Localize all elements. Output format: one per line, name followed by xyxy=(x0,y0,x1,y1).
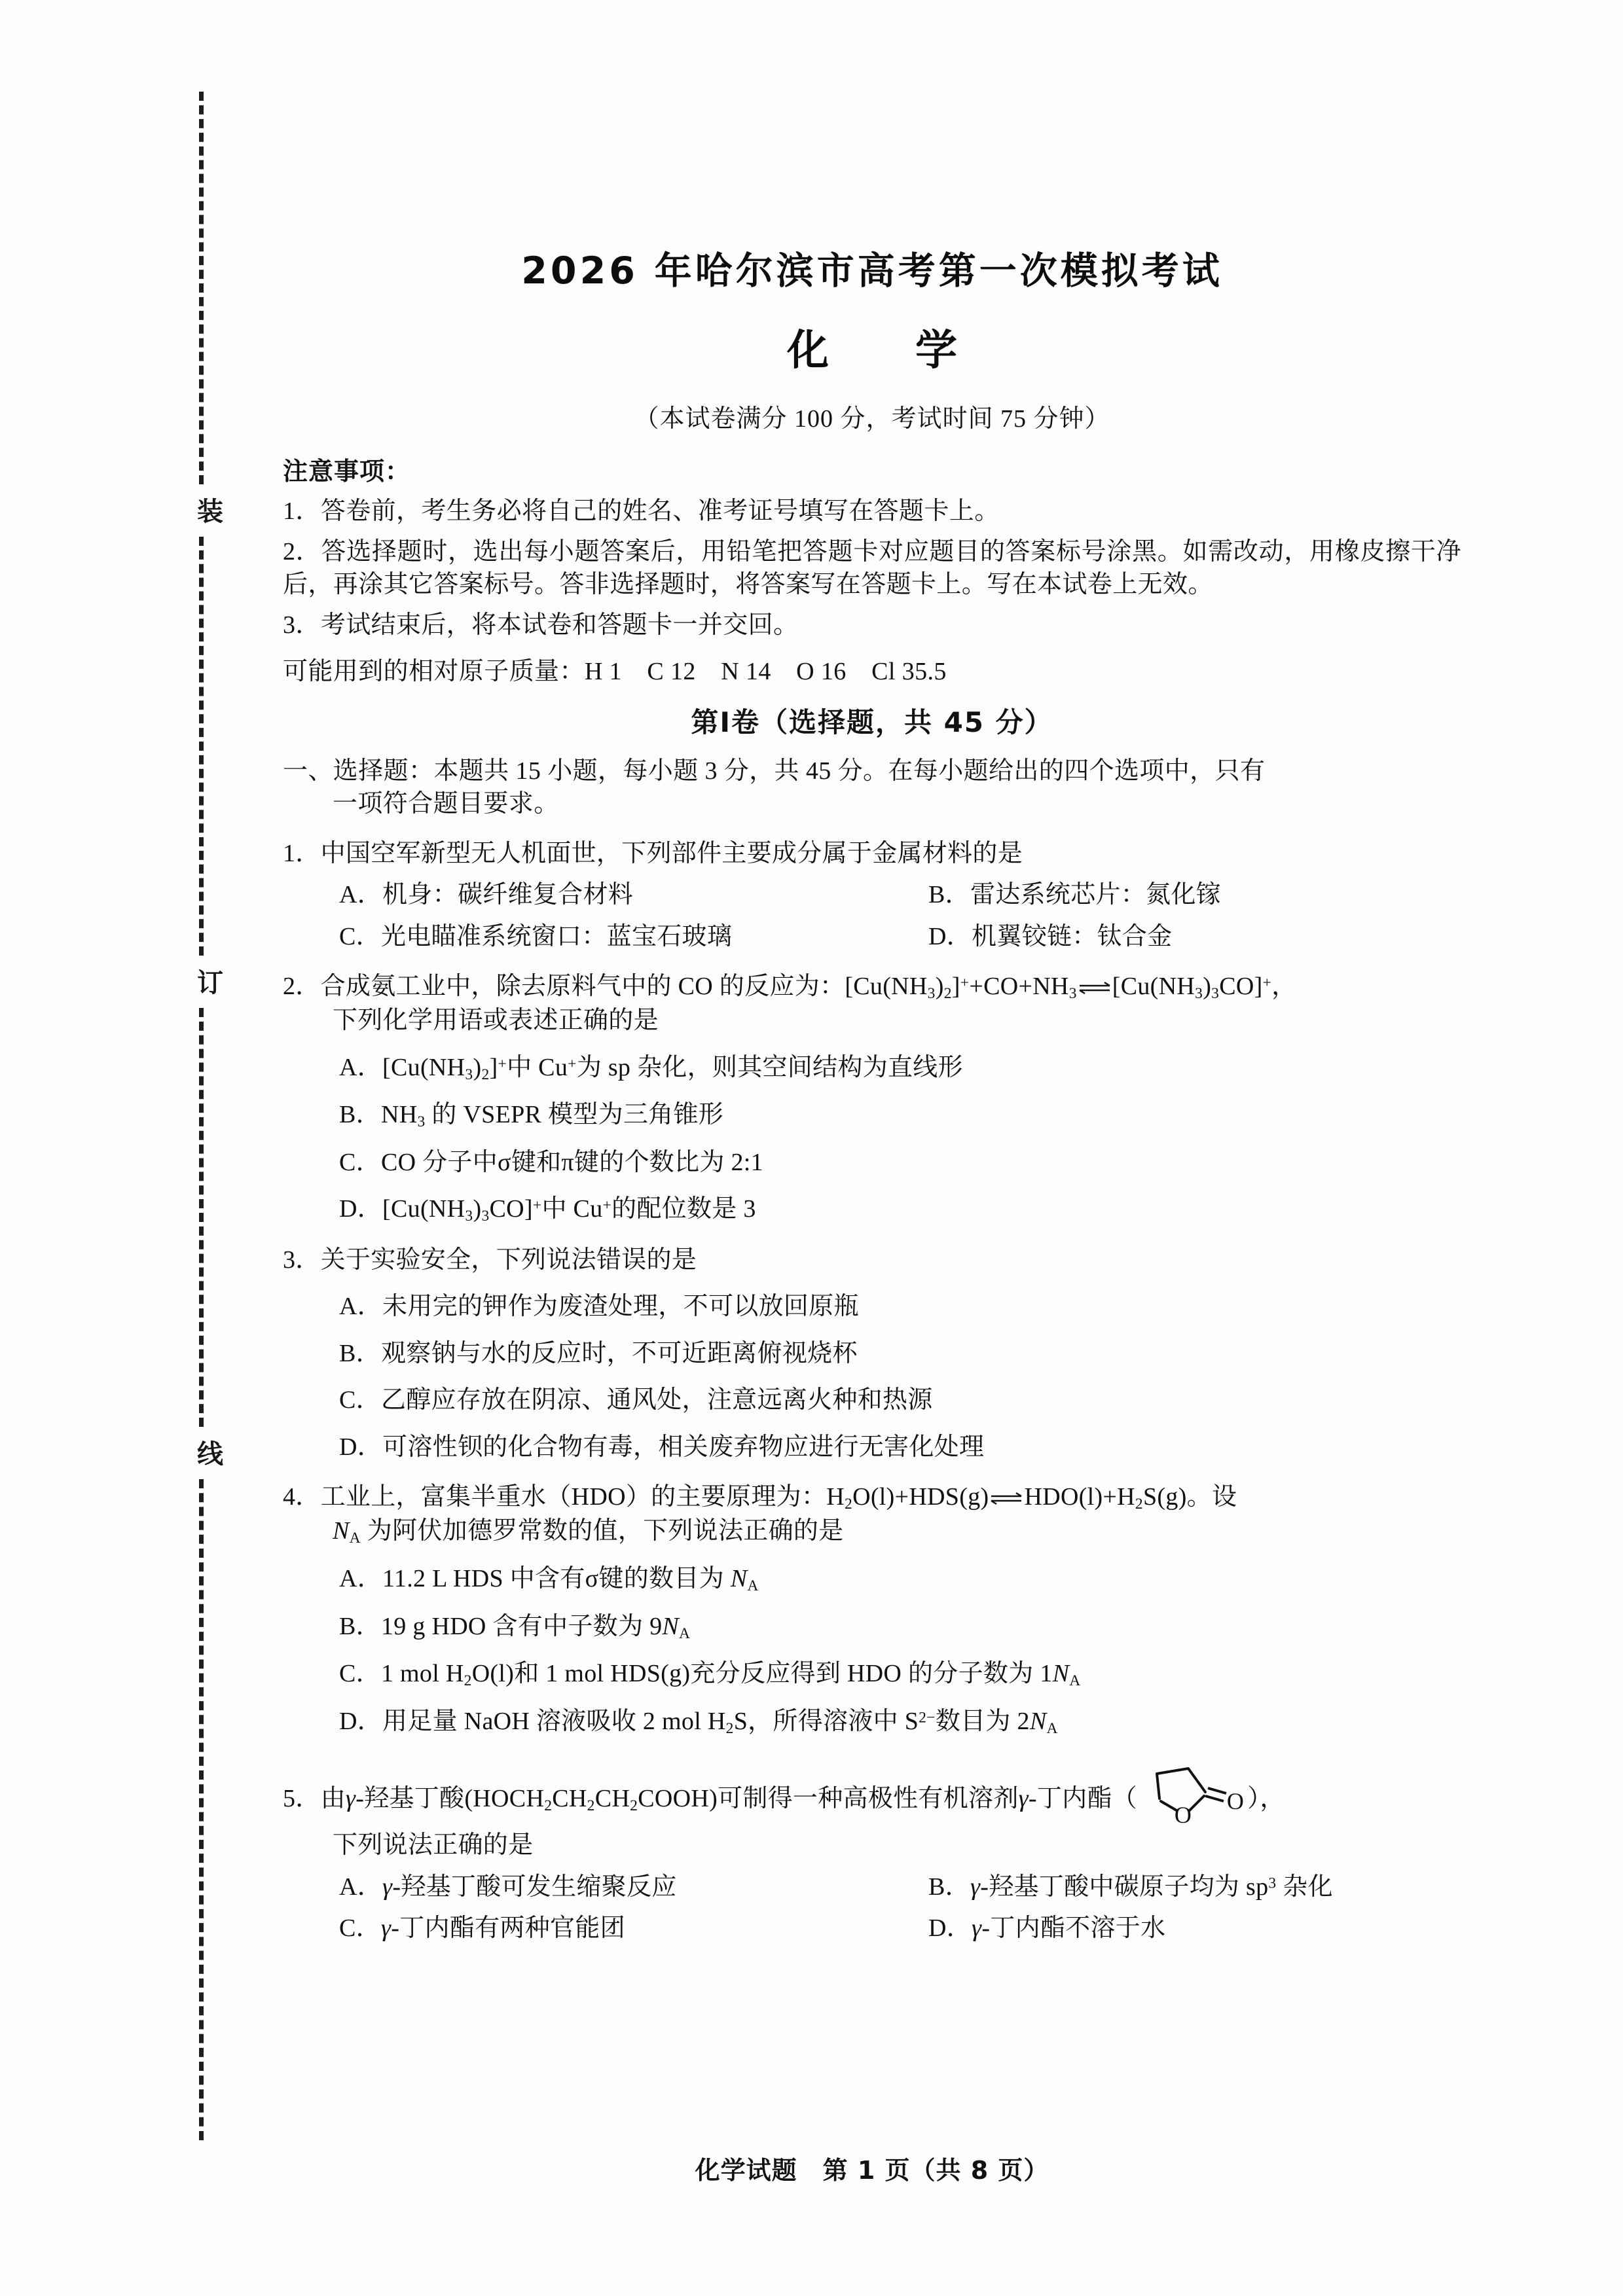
question-5-option-d[interactable]: D．γ-丁内酯不溶于水 xyxy=(928,1914,1166,1943)
question-2-stem xyxy=(283,970,1461,1004)
part-one-header: 第Ⅰ卷（选择题，共 45 分） xyxy=(691,706,1053,738)
binding-margin xyxy=(175,92,254,2153)
question-1-option-d[interactable]: D．机翼铰链：钛合金 xyxy=(928,922,1173,950)
question-3-options xyxy=(283,1291,1461,1463)
section-instructions xyxy=(283,755,1461,820)
question-2-equation: $[Cu(NH_3)_2]^++CO+NH_3$ $[Cu(NH_3)_3CO]^+$， xyxy=(845,973,1297,1003)
question-1-options xyxy=(283,879,1461,953)
question-5-option-b[interactable]: B．γ-羟基丁酸中碳原子均为 $sp^3$ 杂化 xyxy=(928,1873,1333,1901)
question-1 xyxy=(283,837,1461,953)
question-3-stem xyxy=(283,1244,1461,1277)
question-2-text: 合成氨工业中，除去原料气中的 CO 的反应为： xyxy=(320,973,845,1001)
question-4-stem xyxy=(283,1480,1461,1515)
question-5-stem-post: ）， xyxy=(1247,1785,1285,1813)
notice-item: 1．答卷前，考生务必将自己的姓名、准考证号填写在答题卡上。 xyxy=(283,497,1000,525)
binding-dash-segment xyxy=(199,1479,204,2140)
question-5-options xyxy=(283,1871,1461,1945)
question-4-option-a[interactable]: A．11.2 L HDS 中含有σ键的数目为 $N_A$ xyxy=(339,1565,759,1595)
question-5-option-c[interactable]: C．γ-丁内酯有两种官能团 xyxy=(339,1914,625,1943)
option-row xyxy=(283,1912,1461,1945)
question-4-number: 4． xyxy=(283,1482,321,1511)
section-instructions-line2: 一项符合题目要求。 xyxy=(333,789,559,817)
question-5 xyxy=(283,1755,1461,1945)
question-4-stem-line2: $N_A$ 为阿伏加德罗常数的值，下列说法正确的是 xyxy=(333,1517,844,1547)
question-2 xyxy=(283,970,1461,1227)
question-1-option-b[interactable]: B．雷达系统芯片：氮化镓 xyxy=(928,881,1221,909)
question-2-options xyxy=(283,1052,1461,1227)
question-5-stem: 5．由γ-羟基丁酸$(HOCH_2CH_2CH_2COOH)$可制得一种高极性有机溶剂γ-丁内酯（ O O ）， xyxy=(283,1755,1461,1829)
section-instructions-line1: 一、选择题：本题共 15 小题，每小题 3 分，共 45 分。在每小题给出的四个选项中，只有 xyxy=(283,757,1266,785)
question-4-text: 工业上，富集半重水（HDO）的主要原理为： xyxy=(320,1482,827,1511)
question-3-text: 关于实验安全，下列说法错误的是 xyxy=(320,1246,697,1274)
binding-mark-zhuang: 装 xyxy=(197,497,225,527)
binding-mark-xian: 线 xyxy=(197,1439,225,1469)
question-3-option-b[interactable]: B．观察钠与水的反应时，不可近距离俯视烧杯 xyxy=(339,1339,858,1367)
question-1-number: 1． xyxy=(283,839,321,867)
question-3-option-d[interactable]: D．可溶性钡的化合物有毒，相关废弃物应进行无害化处理 xyxy=(339,1433,985,1461)
option-row xyxy=(283,921,1461,953)
binding-dash-segment xyxy=(199,537,204,956)
notice-item: 3．考试结束后，将本试卷和答题卡一并交回。 xyxy=(283,611,799,639)
question-4-option-c[interactable]: C．1 mol $H_2O(l)$和 1 mol HDS(g)充分反应得到 HDO 的分子数为 $1N_A$ xyxy=(339,1660,1081,1690)
question-3-option-a[interactable]: A．未用完的钾作为废渣处理，不可以放回原瓶 xyxy=(339,1293,859,1321)
page-footer: 化学试题 第 1 页（共 8 页） xyxy=(695,2156,1049,2185)
gamma-butyrolactone-structure-icon xyxy=(1137,1755,1247,1829)
question-3-option-c[interactable]: C．乙醇应存放在阴凉、通风处，注意远离火种和热源 xyxy=(339,1386,933,1414)
question-2-option-c[interactable]: C．CO 分子中σ键和π键的个数比为 2:1 xyxy=(339,1148,763,1176)
question-1-option-a[interactable]: A．机身：碳纤维复合材料 xyxy=(339,881,634,909)
option-row xyxy=(283,1871,1461,1903)
page-title: 2026 年哈尔滨市高考第一次模拟考试 xyxy=(521,249,1223,293)
exam-page xyxy=(283,0,1461,2296)
question-2-option-b[interactable]: B．$NH_3$ 的 VSEPR 模型为三角锥形 xyxy=(339,1101,724,1131)
option-row xyxy=(283,879,1461,911)
question-1-text: 中国空军新型无人机面世，下列部件主要成分属于金属材料的是 xyxy=(320,839,1023,867)
question-3-number: 3． xyxy=(283,1246,321,1274)
question-4-options xyxy=(283,1563,1461,1738)
svg-text:O: O xyxy=(1174,1802,1192,1829)
binding-dash-segment xyxy=(199,92,204,484)
question-4-option-d[interactable]: D．用足量 NaOH 溶液吸收 2 mol $H_2S$，所得溶液中 $S^{2-}$数目为 $2N_A$ xyxy=(339,1707,1058,1737)
atomic-mass-label: 可能用到的相对原子质量： xyxy=(283,657,585,685)
question-2-stem-line2: 下列化学用语或表述正确的是 xyxy=(333,1007,659,1035)
equilibrium-arrow-icon xyxy=(989,1486,1024,1511)
question-2-option-a[interactable]: A．$[Cu(NH_3)_2]^+$中 Cu+为 sp 杂化，则其空间结构为直线形 xyxy=(339,1053,963,1083)
svg-text:O: O xyxy=(1226,1788,1245,1815)
question-2-option-d[interactable]: D．$[Cu(NH_3)_3CO]^+$中 Cu+的配位数是 3 xyxy=(339,1195,756,1225)
question-5-option-a[interactable]: A．γ-羟基丁酸可发生缩聚反应 xyxy=(339,1873,677,1901)
question-4-option-b[interactable]: B．19 g HDO 含有中子数为 $9N_A$ xyxy=(339,1612,691,1642)
notice-heading: 注意事项： xyxy=(283,458,411,486)
exam-meta: （本试卷满分 100 分，考试时间 75 分钟） xyxy=(634,405,1110,433)
question-4-equation: $H_2O(l)+HDS(g)$ $HDO(l)+H_2S(g)$。设 xyxy=(826,1482,1237,1513)
question-5-stem-line2: 下列说法正确的是 xyxy=(333,1831,534,1859)
subject-title: 化 学 xyxy=(787,327,979,375)
question-5-number: 5． xyxy=(283,1785,321,1813)
question-3 xyxy=(283,1244,1461,1463)
atomic-mass-values: H 1 C 12 N 14 O 16 Cl 35.5 xyxy=(584,657,947,685)
question-4 xyxy=(283,1480,1461,1738)
question-1-option-c[interactable]: C．光电瞄准系统窗口：蓝宝石玻璃 xyxy=(339,922,733,950)
notice-item: 2．答选择题时，选出每小题答案后，用铅笔把答题卡对应题目的答案标号涂黑。如需改动，用橡皮擦干净后，再涂其它答案标号。答非选择题时，将答案写在答题卡上。写在本试卷上无效。 xyxy=(283,538,1461,598)
question-1-stem xyxy=(283,837,1461,870)
binding-mark-ding: 订 xyxy=(197,968,225,998)
equilibrium-arrow-icon xyxy=(1077,976,1112,1001)
binding-dash-segment xyxy=(199,1008,204,1427)
atomic-mass-line xyxy=(283,651,1461,687)
question-2-number: 2． xyxy=(283,973,321,1001)
